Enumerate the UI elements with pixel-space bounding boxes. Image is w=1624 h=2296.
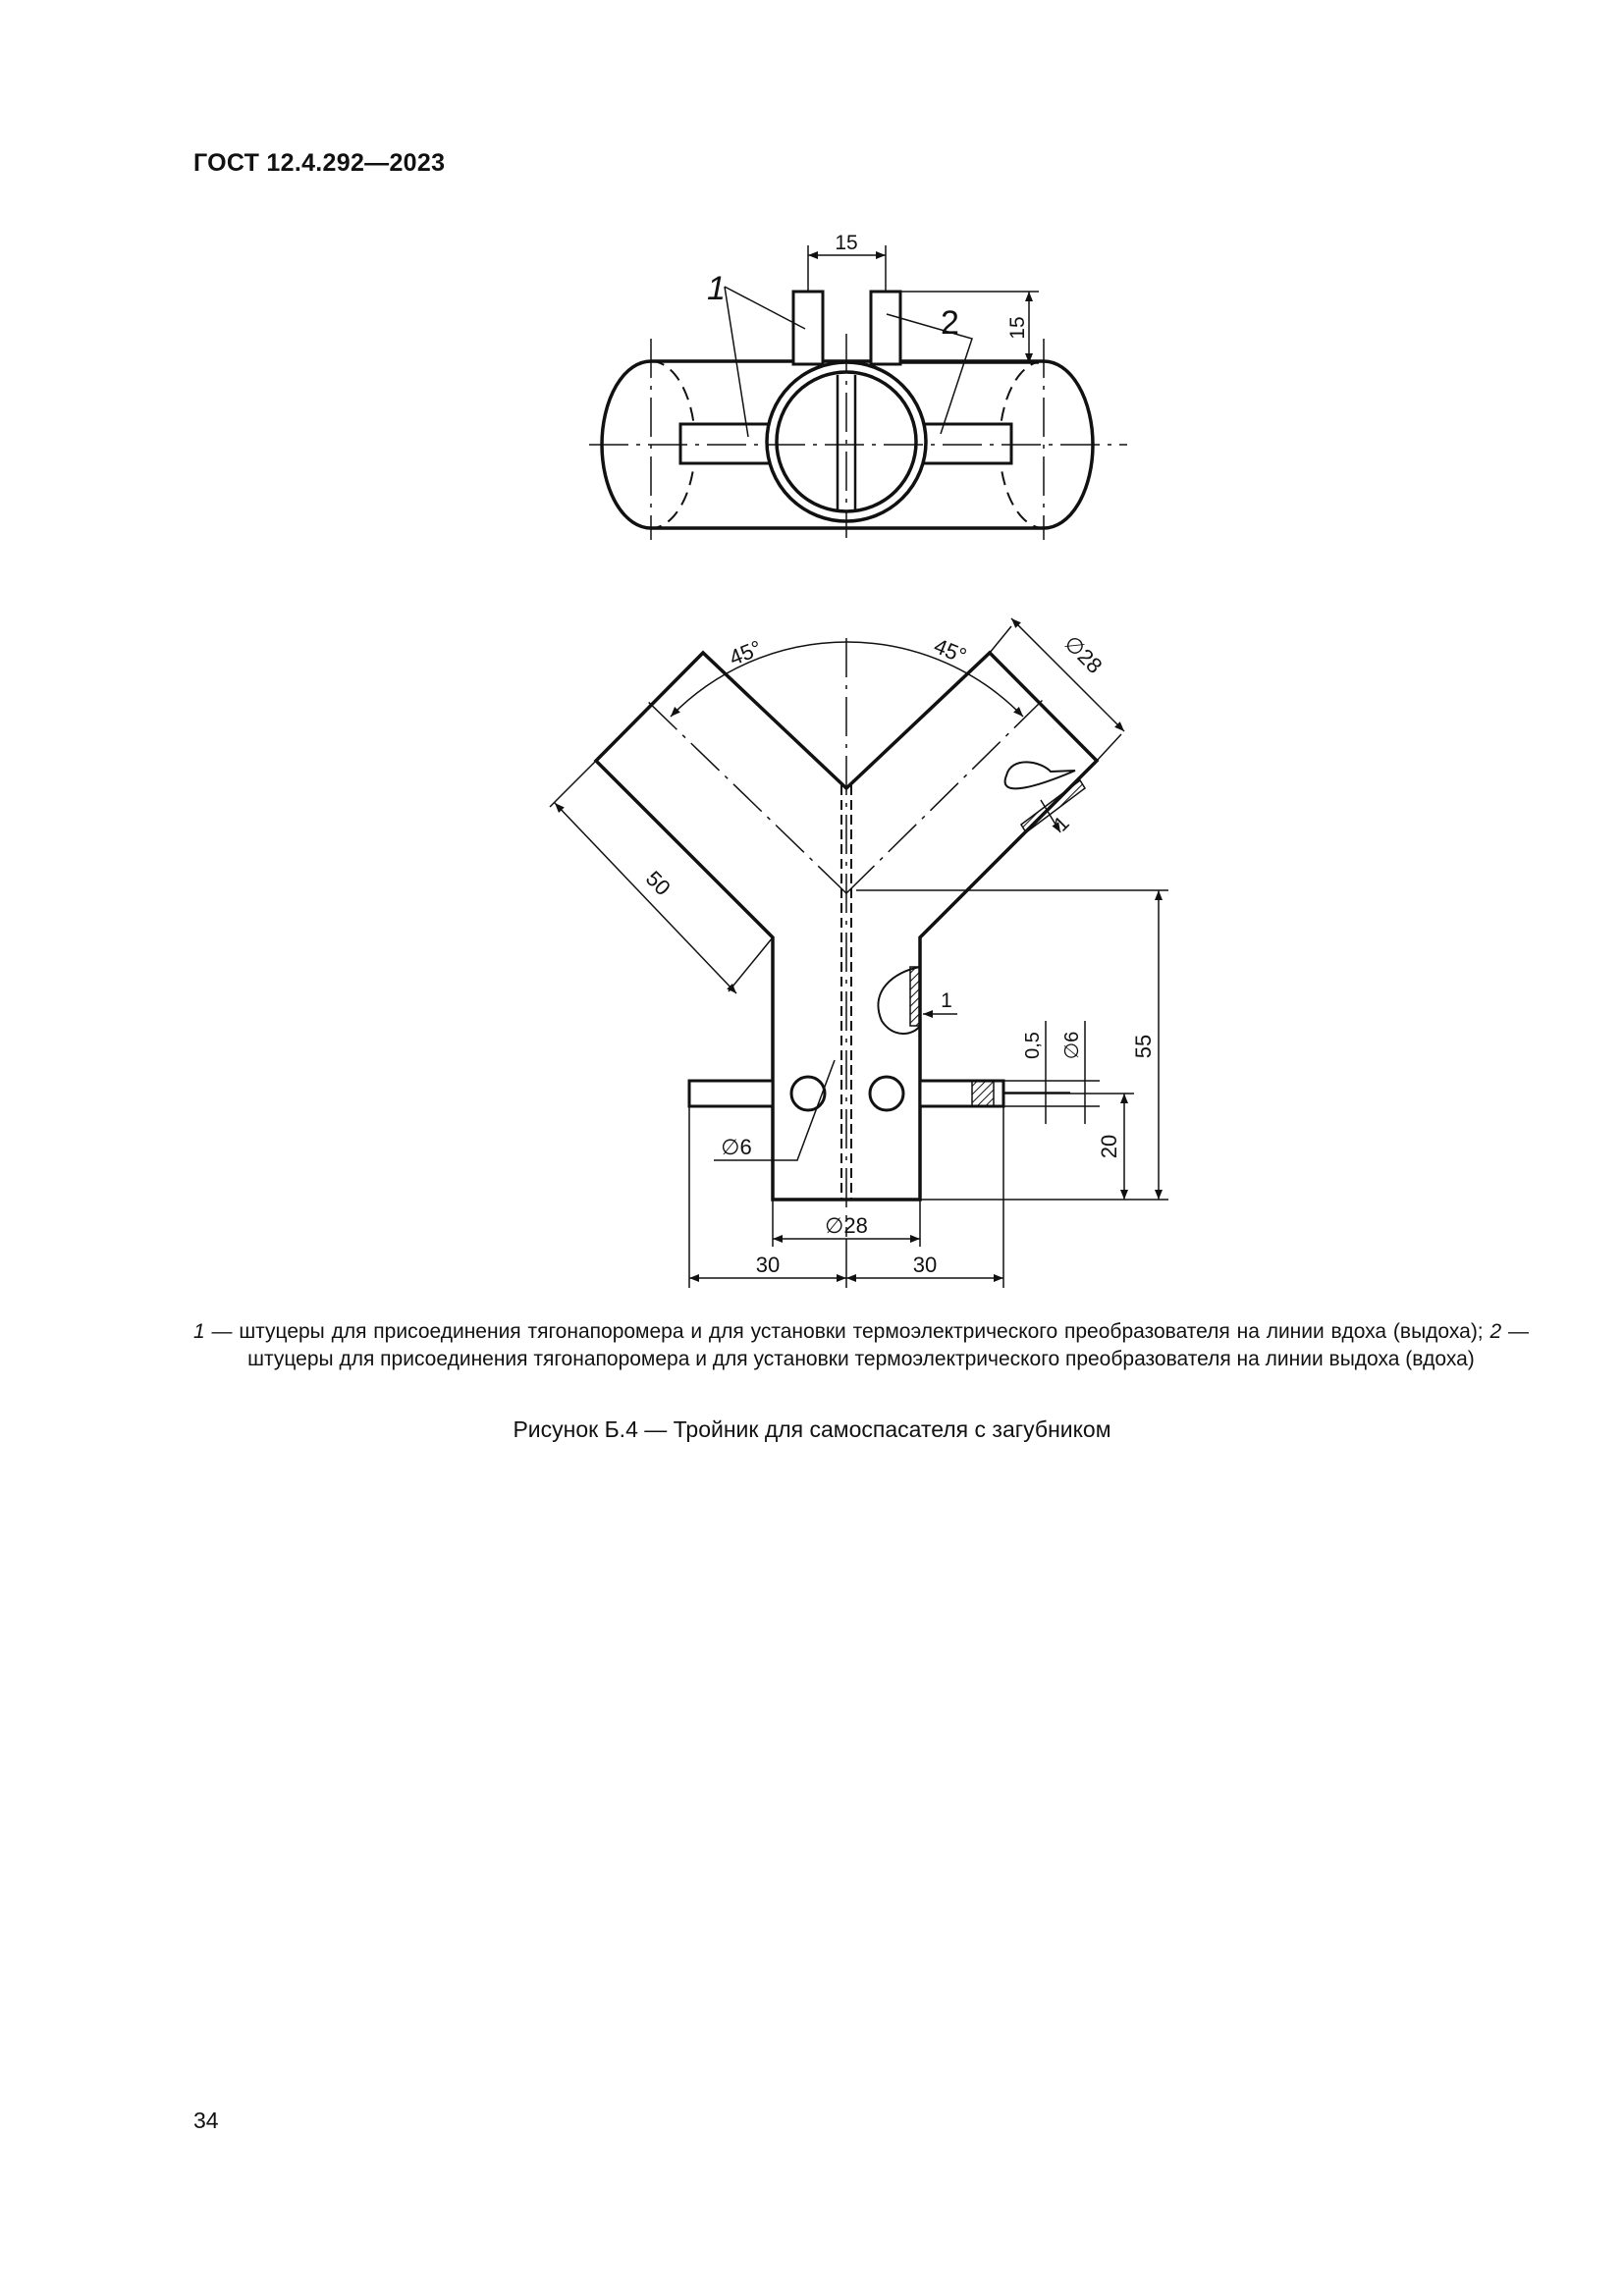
dim-half-left: 30 — [755, 1253, 781, 1277]
legend-text-1: — штуцеры для присоединения тягонапоромера и для установки термоэлектрического преобразователя на линии вдоха (выдоха); — [204, 1320, 1490, 1343]
dim-diam-6-right: ∅6 — [1061, 1031, 1083, 1060]
front-view — [550, 618, 1168, 1288]
callout-1: 1 — [707, 270, 726, 307]
dim-height-20: 20 — [1097, 1134, 1121, 1159]
dim-height-55: 55 — [1131, 1034, 1156, 1059]
side-spigot-right — [913, 424, 1011, 463]
dim-half-right: 30 — [912, 1253, 938, 1277]
dim-diam-branch: ∅28 — [1059, 630, 1108, 678]
legend-text-2: — штуцеры для присоединения тягонапоромера и для установки термоэлектрического преобразователя на линии выдоха (вдоха) — [247, 1320, 1529, 1370]
top-view — [589, 245, 1127, 540]
dim-top-height: 15 — [1006, 316, 1029, 340]
dim-wall-upper: 1 — [1050, 812, 1074, 836]
top-spigot-left — [793, 292, 823, 364]
page-number: 34 — [193, 2108, 219, 2133]
top-spigot-right — [871, 292, 900, 364]
dim-0-5: 0,5 — [1022, 1032, 1044, 1059]
dim-diam-body: ∅28 — [825, 1213, 868, 1238]
legend-number-2: 2 — [1489, 1320, 1502, 1343]
dim-diam-6-left: ∅6 — [721, 1135, 752, 1159]
figure-legend — [193, 1318, 1529, 1373]
figure-caption: Рисунок Б.4 — Тройник для самоспасателя с загубником — [513, 1416, 1111, 1442]
dim-branch-length: 50 — [640, 866, 676, 901]
legend-number-1: 1 — [193, 1320, 205, 1343]
dim-wall-lower: 1 — [941, 989, 952, 1012]
side-spigot-left — [680, 424, 779, 463]
front-spigot-left — [689, 1081, 773, 1106]
callout-2: 2 — [941, 304, 959, 342]
dim-top-spacing: 15 — [835, 232, 858, 254]
dim-angle-right: 45° — [930, 633, 970, 668]
document-header: ГОСТ 12.4.292—2023 — [193, 149, 446, 177]
dim-angle-left: 45° — [726, 635, 766, 670]
